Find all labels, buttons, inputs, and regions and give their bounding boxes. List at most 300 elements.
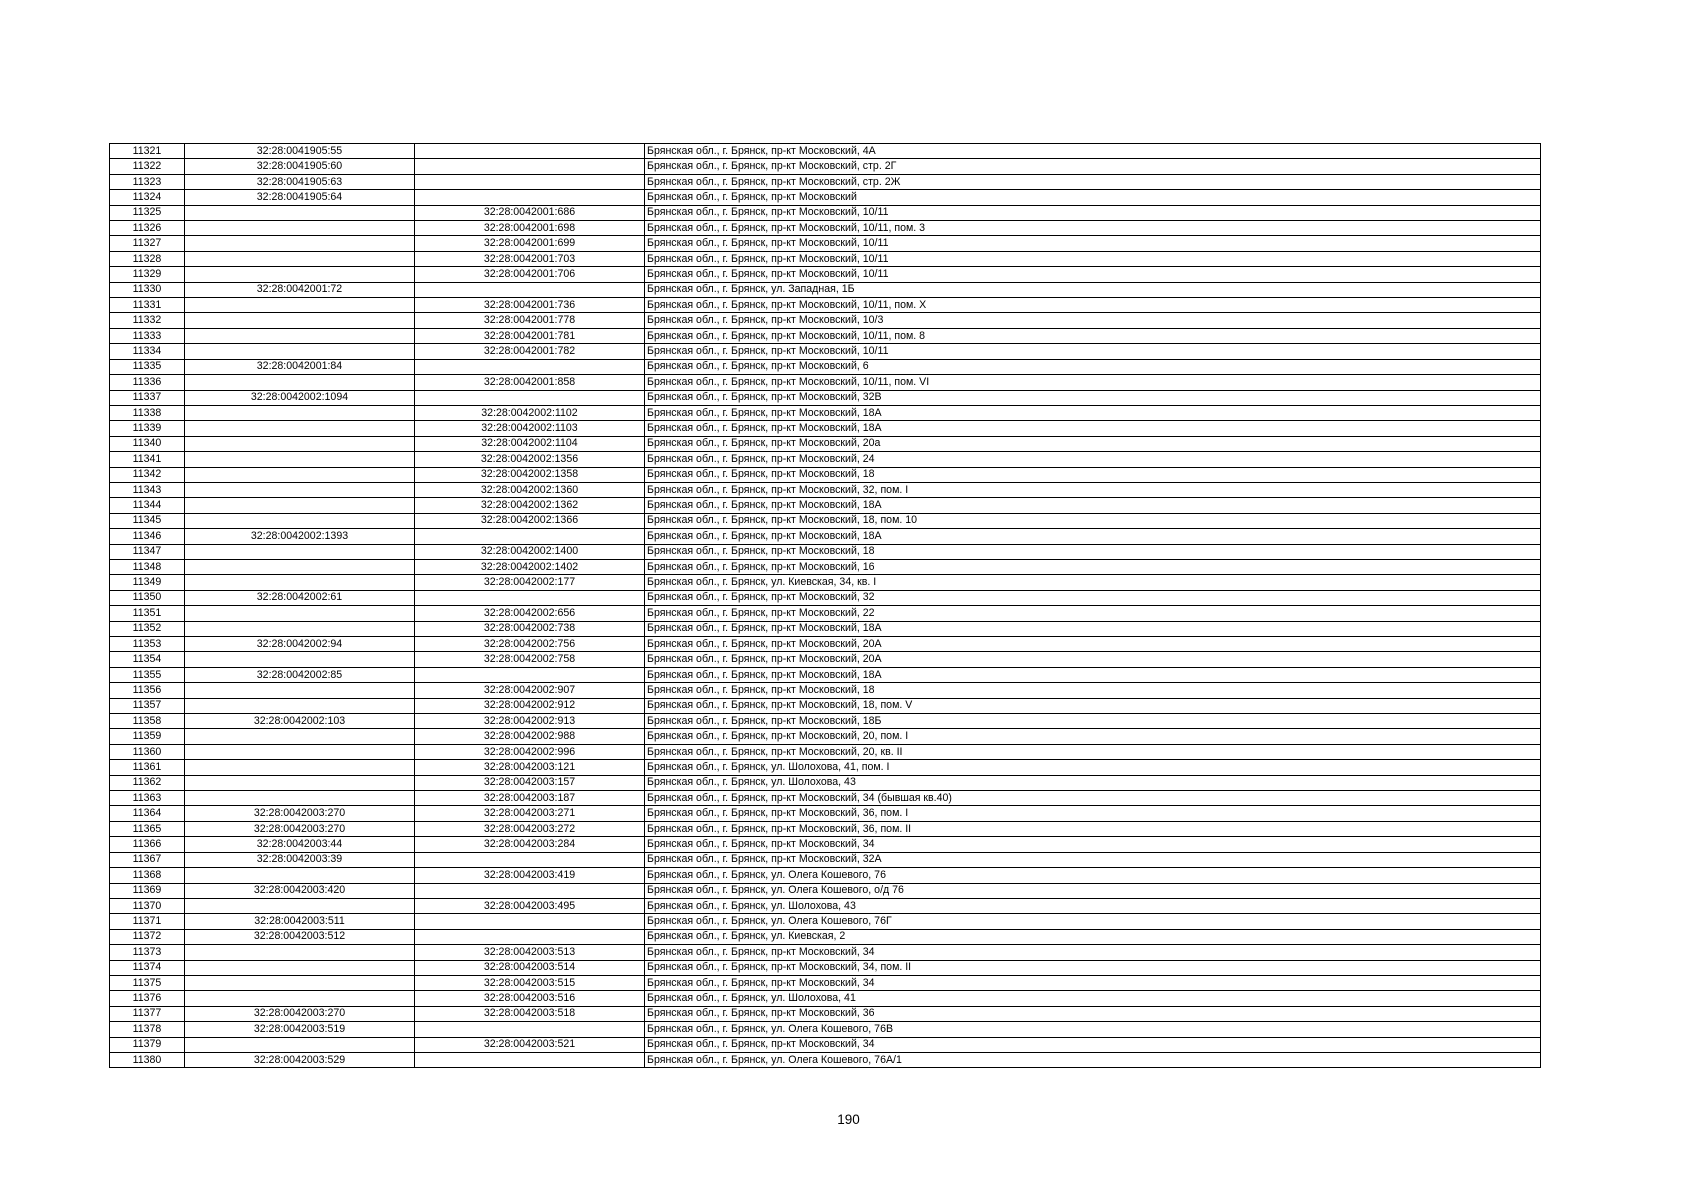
address-cell: Брянская обл., г. Брянск, ул. Киевская, 34, кв. I [645,575,1541,590]
object-cadastral-number-cell: 32:28:0042002:996 [415,744,645,759]
row-number-cell: 11358 [110,714,185,729]
row-number-cell: 11373 [110,945,185,960]
object-cadastral-number-cell [415,529,645,544]
address-cell: Брянская обл., г. Брянск, пр-кт Московский, 18А [645,421,1541,436]
address-cell: Брянская обл., г. Брянск, пр-кт Московский, 24 [645,452,1541,467]
object-cadastral-number-cell: 32:28:0042003:121 [415,760,645,775]
table-row [110,683,1541,698]
object-cadastral-number-cell: 32:28:0042001:703 [415,251,645,266]
address-cell: Брянская обл., г. Брянск, пр-кт Московский, 10/11, пом. 8 [645,328,1541,343]
parcel-cadastral-number-cell: 32:28:0042003:511 [185,914,415,929]
address-cell: Брянская обл., г. Брянск, ул. Олега Кошевого, о/д 76 [645,883,1541,898]
address-cell: Брянская обл., г. Брянск, пр-кт Московский, 18А [645,498,1541,513]
row-number-cell: 11339 [110,421,185,436]
table-row [110,714,1541,729]
table-row [110,868,1541,883]
address-cell: Брянская обл., г. Брянск, пр-кт Московский, стр. 2Г [645,159,1541,174]
row-number-cell: 11334 [110,344,185,359]
row-number-cell: 11350 [110,590,185,605]
row-number-cell: 11346 [110,529,185,544]
address-cell: Брянская обл., г. Брянск, пр-кт Московский, 10/11, пом. VI [645,375,1541,390]
object-cadastral-number-cell: 32:28:0042003:284 [415,837,645,852]
row-number-cell: 11322 [110,159,185,174]
parcel-cadastral-number-cell [185,652,415,667]
table-row [110,267,1541,282]
table-row [110,975,1541,990]
object-cadastral-number-cell: 32:28:0042003:518 [415,1006,645,1021]
object-cadastral-number-cell [415,282,645,297]
table-row [110,390,1541,405]
row-number-cell: 11370 [110,898,185,913]
table-row [110,806,1541,821]
row-number-cell: 11366 [110,837,185,852]
parcel-cadastral-number-cell [185,729,415,744]
address-cell: Брянская обл., г. Брянск, пр-кт Московский, 34 [645,837,1541,852]
parcel-cadastral-number-cell: 32:28:0042002:103 [185,714,415,729]
table-row [110,760,1541,775]
table-row [110,929,1541,944]
object-cadastral-number-cell [415,359,645,374]
address-cell: Брянская обл., г. Брянск, пр-кт Московский [645,190,1541,205]
row-number-cell: 11327 [110,236,185,251]
object-cadastral-number-cell: 32:28:0042001:781 [415,328,645,343]
object-cadastral-number-cell [415,929,645,944]
table-row [110,467,1541,482]
row-number-cell: 11344 [110,498,185,513]
table-row [110,344,1541,359]
parcel-cadastral-number-cell: 32:28:0041905:63 [185,174,415,189]
parcel-cadastral-number-cell [185,575,415,590]
object-cadastral-number-cell: 32:28:0042003:157 [415,775,645,790]
row-number-cell: 11368 [110,868,185,883]
address-cell: Брянская обл., г. Брянск, ул. Шолохова, 41 [645,991,1541,1006]
table-row [110,405,1541,420]
address-cell: Брянская обл., г. Брянск, пр-кт Московский, 10/11 [645,205,1541,220]
row-number-cell: 11380 [110,1052,185,1067]
parcel-cadastral-number-cell [185,313,415,328]
row-number-cell: 11376 [110,991,185,1006]
object-cadastral-number-cell: 32:28:0042002:1362 [415,498,645,513]
object-cadastral-number-cell: 32:28:0042002:656 [415,606,645,621]
parcel-cadastral-number-cell: 32:28:0042003:529 [185,1052,415,1067]
parcel-cadastral-number-cell [185,328,415,343]
parcel-cadastral-number-cell [185,221,415,236]
table-row [110,606,1541,621]
table-row [110,513,1541,528]
parcel-cadastral-number-cell [185,898,415,913]
row-number-cell: 11371 [110,914,185,929]
parcel-cadastral-number-cell: 32:28:0042003:519 [185,1022,415,1037]
address-cell: Брянская обл., г. Брянск, пр-кт Московский, 34 (бывшая кв.40) [645,791,1541,806]
parcel-cadastral-number-cell [185,775,415,790]
parcel-cadastral-number-cell: 32:28:0042003:420 [185,883,415,898]
table-row [110,698,1541,713]
address-cell: Брянская обл., г. Брянск, пр-кт Московский, 10/11 [645,236,1541,251]
table-row [110,667,1541,682]
object-cadastral-number-cell: 32:28:0042003:516 [415,991,645,1006]
row-number-cell: 11375 [110,975,185,990]
table-row [110,452,1541,467]
table-row [110,205,1541,220]
address-cell: Брянская обл., г. Брянск, пр-кт Московский, 32А [645,852,1541,867]
row-number-cell: 11352 [110,621,185,636]
parcel-cadastral-number-cell [185,236,415,251]
table-row [110,652,1541,667]
address-cell: Брянская обл., г. Брянск, ул. Шолохова, 43 [645,775,1541,790]
row-number-cell: 11324 [110,190,185,205]
object-cadastral-number-cell: 32:28:0042003:521 [415,1037,645,1052]
address-cell: Брянская обл., г. Брянск, пр-кт Московский, 32, пом. I [645,482,1541,497]
table-row [110,328,1541,343]
object-cadastral-number-cell [415,914,645,929]
address-cell: Брянская обл., г. Брянск, пр-кт Московский, 10/11 [645,344,1541,359]
parcel-cadastral-number-cell [185,251,415,266]
parcel-cadastral-number-cell: 32:28:0042003:39 [185,852,415,867]
object-cadastral-number-cell [415,174,645,189]
row-number-cell: 11345 [110,513,185,528]
parcel-cadastral-number-cell [185,375,415,390]
object-cadastral-number-cell: 32:28:0042002:1356 [415,452,645,467]
parcel-cadastral-number-cell: 32:28:0042003:512 [185,929,415,944]
table-row [110,251,1541,266]
parcel-cadastral-number-cell [185,960,415,975]
table-row [110,421,1541,436]
parcel-cadastral-number-cell [185,791,415,806]
object-cadastral-number-cell [415,667,645,682]
object-cadastral-number-cell [415,190,645,205]
table-row [110,775,1541,790]
object-cadastral-number-cell: 32:28:0042002:177 [415,575,645,590]
object-cadastral-number-cell: 32:28:0042003:513 [415,945,645,960]
object-cadastral-number-cell [415,852,645,867]
address-cell: Брянская обл., г. Брянск, пр-кт Московский, 6 [645,359,1541,374]
row-number-cell: 11330 [110,282,185,297]
parcel-cadastral-number-cell: 32:28:0042002:61 [185,590,415,605]
address-cell: Брянская обл., г. Брянск, пр-кт Московский, 18 [645,467,1541,482]
object-cadastral-number-cell [415,144,645,159]
object-cadastral-number-cell: 32:28:0042002:1358 [415,467,645,482]
address-cell: Брянская обл., г. Брянск, пр-кт Московский, стр. 2Ж [645,174,1541,189]
row-number-cell: 11355 [110,667,185,682]
address-cell: Брянская обл., г. Брянск, пр-кт Московский, 36, пом. II [645,821,1541,836]
table-row [110,236,1541,251]
address-cell: Брянская обл., г. Брянск, ул. Олега Кошевого, 76А/1 [645,1052,1541,1067]
table-row [110,498,1541,513]
address-cell: Брянская обл., г. Брянск, пр-кт Московский, 18, пом. 10 [645,513,1541,528]
parcel-cadastral-number-cell [185,467,415,482]
object-cadastral-number-cell: 32:28:0042001:698 [415,221,645,236]
parcel-cadastral-number-cell [185,744,415,759]
table-row [110,791,1541,806]
row-number-cell: 11353 [110,637,185,652]
address-cell: Брянская обл., г. Брянск, пр-кт Московский, 32 [645,590,1541,605]
row-number-cell: 11329 [110,267,185,282]
object-cadastral-number-cell: 32:28:0042002:1102 [415,405,645,420]
row-number-cell: 11372 [110,929,185,944]
parcel-cadastral-number-cell [185,991,415,1006]
table-row [110,1022,1541,1037]
address-cell: Брянская обл., г. Брянск, пр-кт Московский, 18А [645,621,1541,636]
table-row [110,837,1541,852]
parcel-cadastral-number-cell: 32:28:0041905:55 [185,144,415,159]
object-cadastral-number-cell: 32:28:0042003:272 [415,821,645,836]
row-number-cell: 11378 [110,1022,185,1037]
parcel-cadastral-number-cell [185,945,415,960]
object-cadastral-number-cell: 32:28:0042002:756 [415,637,645,652]
row-number-cell: 11364 [110,806,185,821]
address-cell: Брянская обл., г. Брянск, ул. Олега Кошевого, 76В [645,1022,1541,1037]
object-cadastral-number-cell: 32:28:0042003:515 [415,975,645,990]
object-cadastral-number-cell: 32:28:0042001:778 [415,313,645,328]
table-row [110,144,1541,159]
row-number-cell: 11349 [110,575,185,590]
table-row [110,883,1541,898]
address-cell: Брянская обл., г. Брянск, ул. Западная, 1Б [645,282,1541,297]
row-number-cell: 11362 [110,775,185,790]
parcel-cadastral-number-cell [185,868,415,883]
table-row [110,298,1541,313]
object-cadastral-number-cell: 32:28:0042002:738 [415,621,645,636]
parcel-cadastral-number-cell [185,482,415,497]
table-row [110,744,1541,759]
row-number-cell: 11343 [110,482,185,497]
address-cell: Брянская обл., г. Брянск, пр-кт Московский, 10/11 [645,267,1541,282]
table-row [110,575,1541,590]
parcel-cadastral-number-cell [185,298,415,313]
address-cell: Брянская обл., г. Брянск, пр-кт Московский, 20, кв. II [645,744,1541,759]
address-cell: Брянская обл., г. Брянск, пр-кт Московский, 32В [645,390,1541,405]
object-cadastral-number-cell: 32:28:0042002:988 [415,729,645,744]
row-number-cell: 11360 [110,744,185,759]
address-cell: Брянская обл., г. Брянск, пр-кт Московский, 36 [645,1006,1541,1021]
table-row [110,359,1541,374]
object-cadastral-number-cell: 32:28:0042002:1366 [415,513,645,528]
table-row [110,1052,1541,1067]
address-cell: Брянская обл., г. Брянск, пр-кт Московский, 18А [645,529,1541,544]
table-row [110,544,1541,559]
address-cell: Брянская обл., г. Брянск, пр-кт Московский, 36, пом. I [645,806,1541,821]
row-number-cell: 11365 [110,821,185,836]
row-number-cell: 11332 [110,313,185,328]
row-number-cell: 11337 [110,390,185,405]
row-number-cell: 11369 [110,883,185,898]
parcel-cadastral-number-cell: 32:28:0042002:85 [185,667,415,682]
object-cadastral-number-cell: 32:28:0042001:706 [415,267,645,282]
table-row [110,159,1541,174]
table-row [110,174,1541,189]
parcel-cadastral-number-cell: 32:28:0042003:270 [185,1006,415,1021]
row-number-cell: 11335 [110,359,185,374]
address-cell: Брянская обл., г. Брянск, пр-кт Московский, 18 [645,683,1541,698]
parcel-cadastral-number-cell [185,698,415,713]
address-cell: Брянская обл., г. Брянск, пр-кт Московский, 10/3 [645,313,1541,328]
parcel-cadastral-number-cell: 32:28:0042002:1094 [185,390,415,405]
object-cadastral-number-cell: 32:28:0042002:1103 [415,421,645,436]
row-number-cell: 11342 [110,467,185,482]
row-number-cell: 11363 [110,791,185,806]
address-cell: Брянская обл., г. Брянск, пр-кт Московский, 22 [645,606,1541,621]
parcel-cadastral-number-cell: 32:28:0041905:64 [185,190,415,205]
row-number-cell: 11359 [110,729,185,744]
table-row [110,637,1541,652]
table-row [110,590,1541,605]
address-cell: Брянская обл., г. Брянск, пр-кт Московский, 18 [645,544,1541,559]
parcel-cadastral-number-cell [185,606,415,621]
parcel-cadastral-number-cell [185,267,415,282]
address-cell: Брянская обл., г. Брянск, ул. Шолохова, 43 [645,898,1541,913]
object-cadastral-number-cell: 32:28:0042001:736 [415,298,645,313]
object-cadastral-number-cell: 32:28:0042003:419 [415,868,645,883]
object-cadastral-number-cell: 32:28:0042002:907 [415,683,645,698]
address-cell: Брянская обл., г. Брянск, ул. Шолохова, 41, пом. I [645,760,1541,775]
table-row [110,960,1541,975]
object-cadastral-number-cell: 32:28:0042003:514 [415,960,645,975]
row-number-cell: 11340 [110,436,185,451]
row-number-cell: 11374 [110,960,185,975]
row-number-cell: 11341 [110,452,185,467]
table-row [110,945,1541,960]
address-cell: Брянская обл., г. Брянск, ул. Олега Кошевого, 76 [645,868,1541,883]
object-cadastral-number-cell [415,159,645,174]
table-row [110,282,1541,297]
address-cell: Брянская обл., г. Брянск, пр-кт Московский, 10/11 [645,251,1541,266]
parcel-cadastral-number-cell [185,498,415,513]
address-cell: Брянская обл., г. Брянск, пр-кт Московский, 4А [645,144,1541,159]
registry-table [109,143,1541,1068]
address-cell: Брянская обл., г. Брянск, ул. Киевская, 2 [645,929,1541,944]
table-row [110,313,1541,328]
row-number-cell: 11348 [110,559,185,574]
row-number-cell: 11347 [110,544,185,559]
table-row [110,1006,1541,1021]
table-row [110,529,1541,544]
row-number-cell: 11357 [110,698,185,713]
parcel-cadastral-number-cell [185,452,415,467]
row-number-cell: 11326 [110,221,185,236]
object-cadastral-number-cell: 32:28:0042002:1400 [415,544,645,559]
parcel-cadastral-number-cell [185,760,415,775]
parcel-cadastral-number-cell [185,513,415,528]
parcel-cadastral-number-cell [185,683,415,698]
parcel-cadastral-number-cell: 32:28:0042002:1393 [185,529,415,544]
parcel-cadastral-number-cell [185,559,415,574]
parcel-cadastral-number-cell [185,344,415,359]
parcel-cadastral-number-cell: 32:28:0042003:270 [185,821,415,836]
row-number-cell: 11379 [110,1037,185,1052]
object-cadastral-number-cell: 32:28:0042002:1360 [415,482,645,497]
table-row [110,852,1541,867]
address-cell: Брянская обл., г. Брянск, пр-кт Московский, 20А [645,652,1541,667]
object-cadastral-number-cell: 32:28:0042001:686 [415,205,645,220]
address-cell: Брянская обл., г. Брянск, пр-кт Московский, 16 [645,559,1541,574]
parcel-cadastral-number-cell [185,544,415,559]
parcel-cadastral-number-cell: 32:28:0042001:84 [185,359,415,374]
address-cell: Брянская обл., г. Брянск, пр-кт Московский, 34 [645,945,1541,960]
table-row [110,729,1541,744]
table-row [110,898,1541,913]
table-row [110,436,1541,451]
object-cadastral-number-cell: 32:28:0042001:782 [415,344,645,359]
parcel-cadastral-number-cell: 32:28:0042003:44 [185,837,415,852]
parcel-cadastral-number-cell [185,436,415,451]
address-cell: Брянская обл., г. Брянск, ул. Олега Кошевого, 76Г [645,914,1541,929]
object-cadastral-number-cell: 32:28:0042002:913 [415,714,645,729]
object-cadastral-number-cell: 32:28:0042001:699 [415,236,645,251]
parcel-cadastral-number-cell [185,1037,415,1052]
address-cell: Брянская обл., г. Брянск, пр-кт Московский, 20а [645,436,1541,451]
table-row [110,559,1541,574]
address-cell: Брянская обл., г. Брянск, пр-кт Московский, 34 [645,1037,1541,1052]
address-cell: Брянская обл., г. Брянск, пр-кт Московский, 34 [645,975,1541,990]
object-cadastral-number-cell: 32:28:0042002:912 [415,698,645,713]
table-row [110,375,1541,390]
address-cell: Брянская обл., г. Брянск, пр-кт Московский, 10/11, пом. 3 [645,221,1541,236]
parcel-cadastral-number-cell [185,975,415,990]
object-cadastral-number-cell: 32:28:0042002:1402 [415,559,645,574]
object-cadastral-number-cell: 32:28:0042003:187 [415,791,645,806]
row-number-cell: 11336 [110,375,185,390]
object-cadastral-number-cell: 32:28:0042001:858 [415,375,645,390]
address-cell: Брянская обл., г. Брянск, пр-кт Московский, 20, пом. I [645,729,1541,744]
registry-table-body [110,144,1541,1068]
object-cadastral-number-cell [415,883,645,898]
row-number-cell: 11356 [110,683,185,698]
row-number-cell: 11321 [110,144,185,159]
object-cadastral-number-cell [415,390,645,405]
object-cadastral-number-cell: 32:28:0042003:495 [415,898,645,913]
address-cell: Брянская обл., г. Брянск, пр-кт Московский, 34, пом. II [645,960,1541,975]
table-row [110,482,1541,497]
object-cadastral-number-cell [415,1022,645,1037]
address-cell: Брянская обл., г. Брянск, пр-кт Московский, 18, пом. V [645,698,1541,713]
object-cadastral-number-cell [415,590,645,605]
row-number-cell: 11328 [110,251,185,266]
address-cell: Брянская обл., г. Брянск, пр-кт Московский, 10/11, пом. Х [645,298,1541,313]
table-row [110,190,1541,205]
table-row [110,821,1541,836]
row-number-cell: 11354 [110,652,185,667]
parcel-cadastral-number-cell: 32:28:0042002:94 [185,637,415,652]
table-row [110,621,1541,636]
row-number-cell: 11351 [110,606,185,621]
row-number-cell: 11338 [110,405,185,420]
object-cadastral-number-cell [415,1052,645,1067]
table-row [110,221,1541,236]
object-cadastral-number-cell: 32:28:0042002:758 [415,652,645,667]
address-cell: Брянская обл., г. Брянск, пр-кт Московский, 18Б [645,714,1541,729]
row-number-cell: 11333 [110,328,185,343]
row-number-cell: 11325 [110,205,185,220]
row-number-cell: 11331 [110,298,185,313]
parcel-cadastral-number-cell: 32:28:0042001:72 [185,282,415,297]
row-number-cell: 11323 [110,174,185,189]
page-number: 190 [837,1112,860,1127]
address-cell: Брянская обл., г. Брянск, пр-кт Московский, 18А [645,405,1541,420]
parcel-cadastral-number-cell [185,205,415,220]
row-number-cell: 11361 [110,760,185,775]
row-number-cell: 11367 [110,852,185,867]
table-row [110,1037,1541,1052]
parcel-cadastral-number-cell [185,405,415,420]
parcel-cadastral-number-cell: 32:28:0041905:60 [185,159,415,174]
parcel-cadastral-number-cell [185,421,415,436]
row-number-cell: 11377 [110,1006,185,1021]
address-cell: Брянская обл., г. Брянск, пр-кт Московский, 18А [645,667,1541,682]
object-cadastral-number-cell: 32:28:0042002:1104 [415,436,645,451]
parcel-cadastral-number-cell [185,621,415,636]
object-cadastral-number-cell: 32:28:0042003:271 [415,806,645,821]
parcel-cadastral-number-cell: 32:28:0042003:270 [185,806,415,821]
